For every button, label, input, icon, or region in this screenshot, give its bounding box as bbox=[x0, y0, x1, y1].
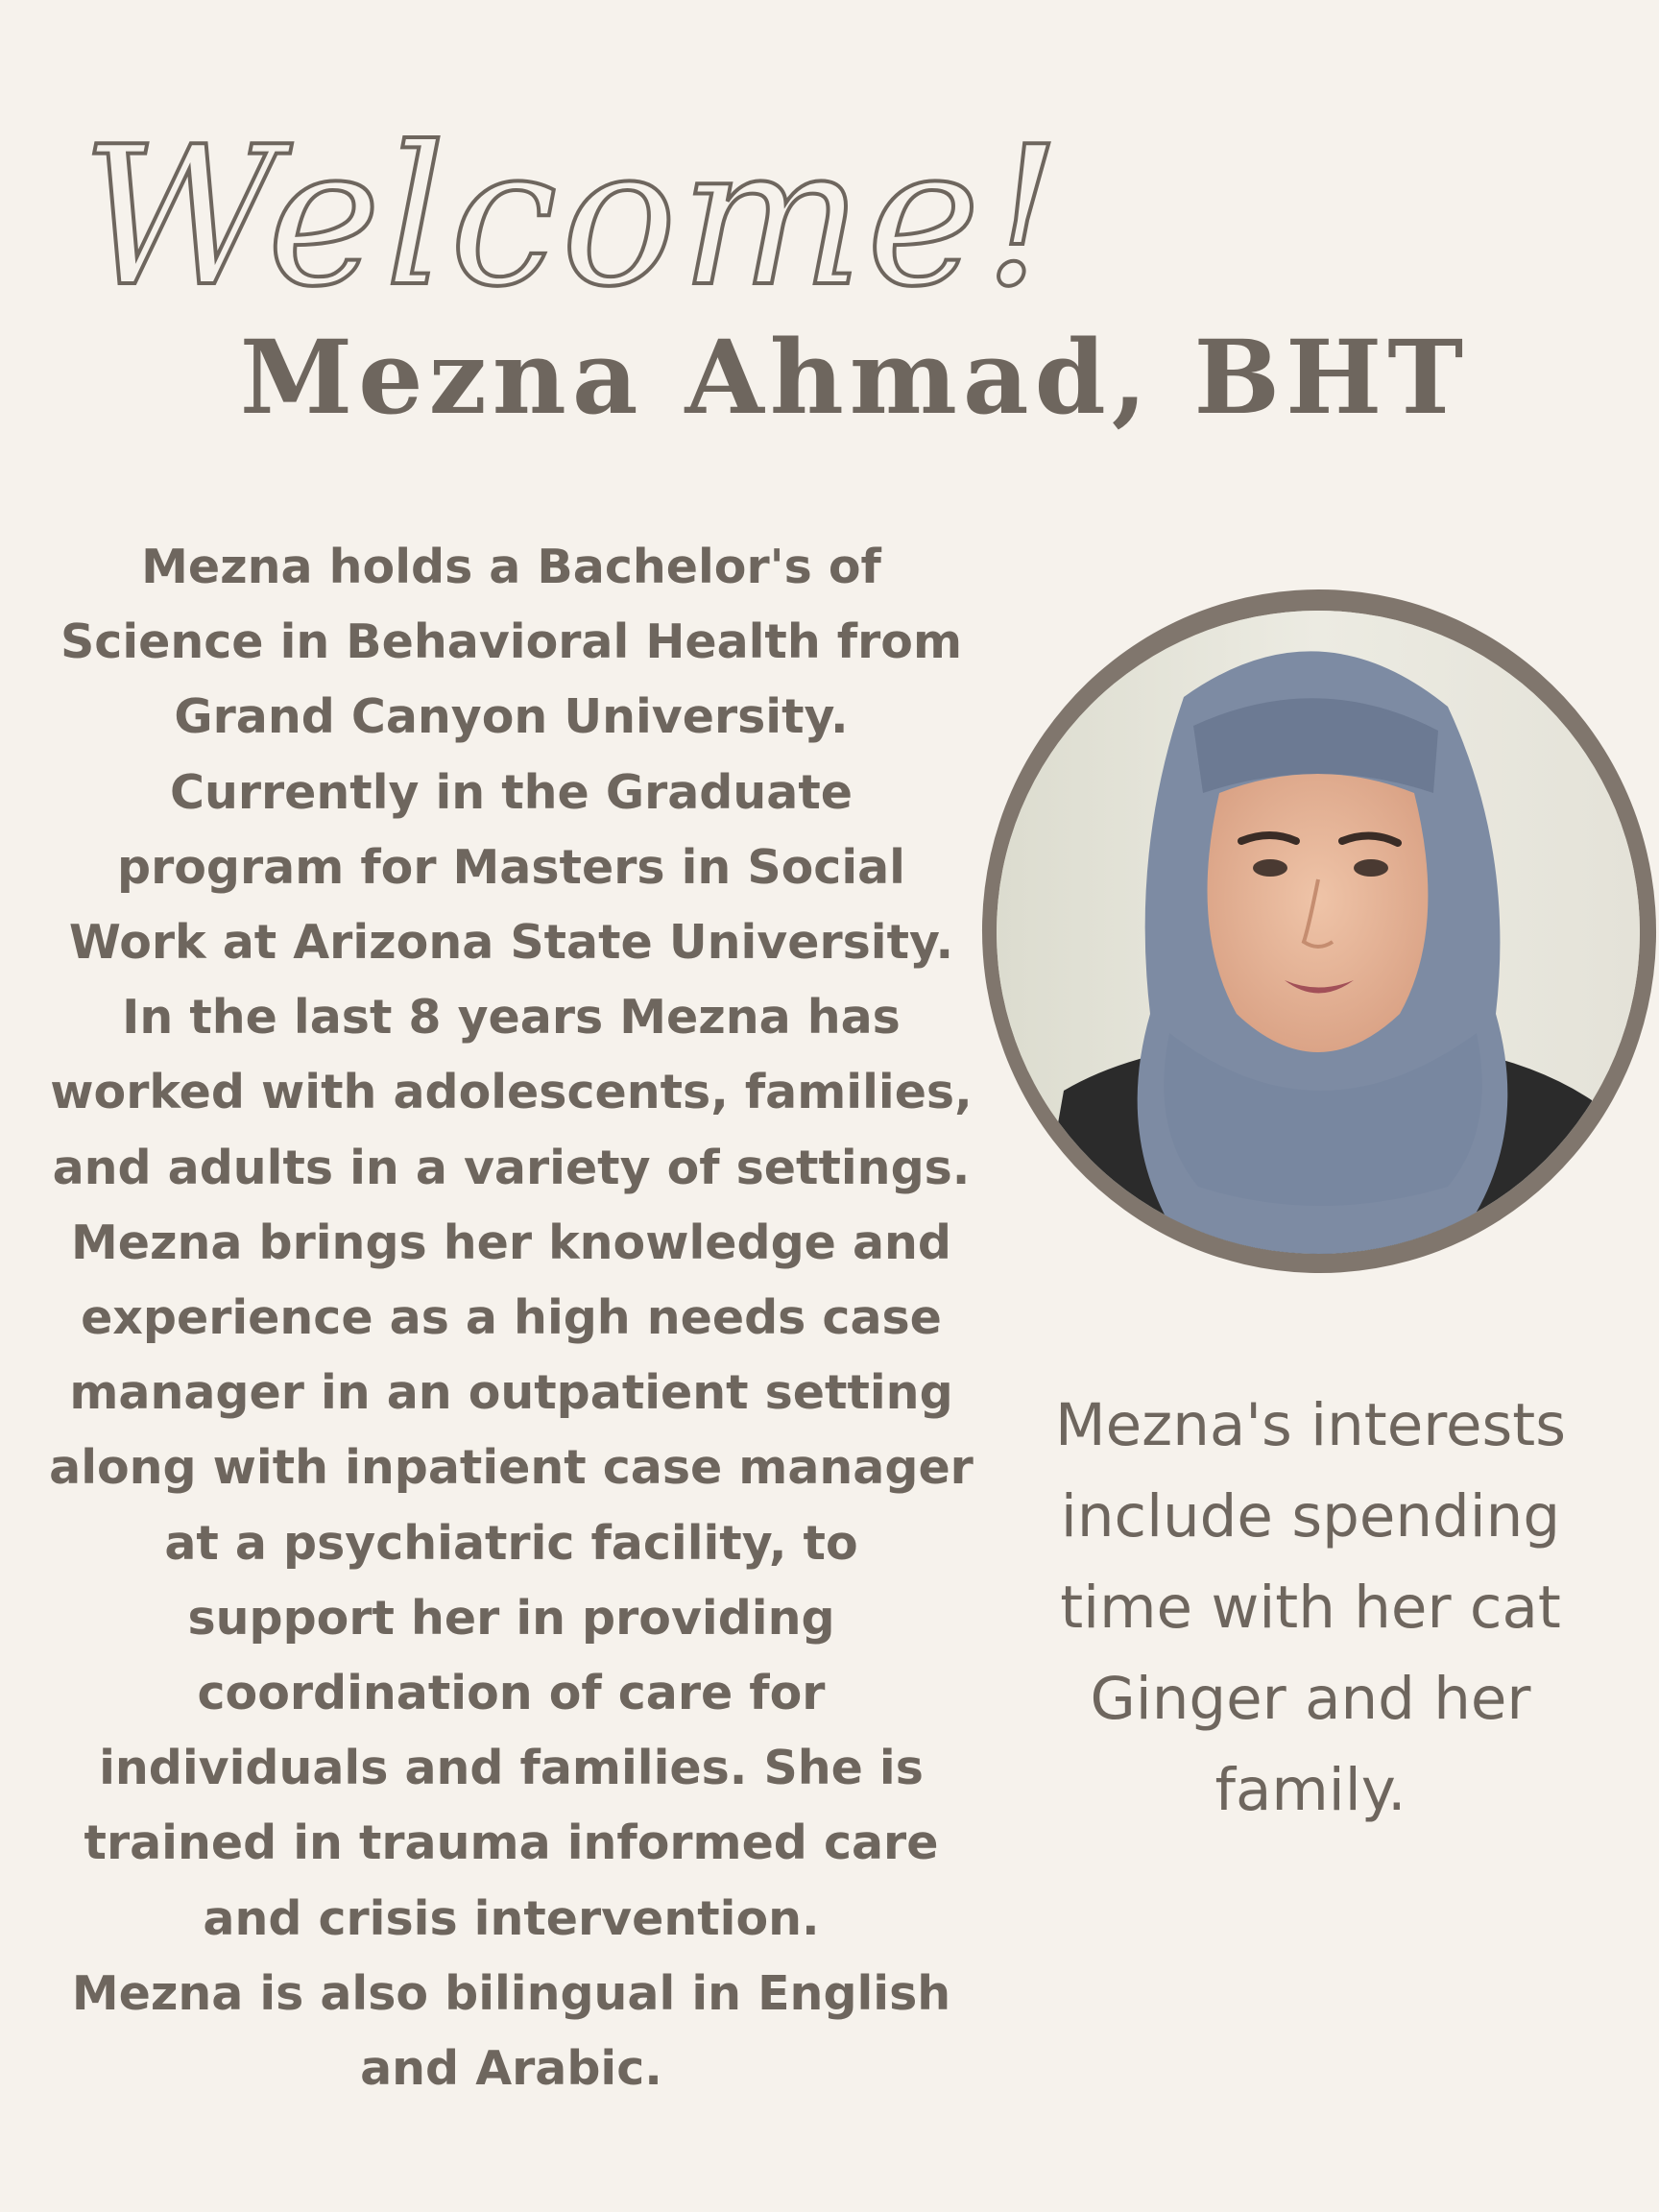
welcome-script-text: Welcome! bbox=[82, 106, 1066, 329]
bio-line: Science in Behavioral Health from bbox=[60, 614, 962, 670]
bio-line: Mezna brings her knowledge and bbox=[71, 1214, 951, 1270]
bio-line: and crisis intervention. bbox=[203, 1890, 820, 1946]
bio-line: trained in trauma informed care bbox=[84, 1815, 939, 1871]
bio-line: and Arabic. bbox=[360, 2041, 662, 2097]
interests-line: include spending bbox=[1060, 1482, 1561, 1551]
portrait-photo-icon bbox=[997, 611, 1640, 1254]
bio-line: program for Masters in Social bbox=[117, 839, 905, 895]
left-eye-shape bbox=[1253, 859, 1287, 877]
bio-line: Grand Canyon University. bbox=[174, 689, 849, 745]
interests-line: time with her cat bbox=[1060, 1574, 1561, 1642]
bio-line: support her in providing bbox=[187, 1590, 835, 1646]
bio-line: coordination of care for bbox=[197, 1666, 826, 1721]
bio-line: experience as a high needs case bbox=[81, 1290, 942, 1346]
bio-line: worked with adolescents, families, bbox=[50, 1065, 973, 1120]
bio-line: Work at Arizona State University. bbox=[68, 915, 954, 971]
interests-paragraph bbox=[1003, 1380, 1618, 1836]
face-shape bbox=[1208, 774, 1429, 1052]
bio-line: Mezna holds a Bachelor's of bbox=[141, 540, 881, 594]
bio-paragraph bbox=[19, 530, 1003, 2106]
interests-line: Mezna's interests bbox=[1055, 1391, 1566, 1459]
interests-line: family. bbox=[1214, 1756, 1407, 1824]
bio-line: along with inpatient case manager bbox=[49, 1440, 974, 1496]
bio-line: individuals and families. She is bbox=[99, 1741, 924, 1796]
bio-line: Currently in the Graduate bbox=[170, 764, 853, 820]
staff-name-title: Mezna Ahmad, BHT bbox=[239, 317, 1470, 437]
interests-line: Ginger and her bbox=[1090, 1665, 1531, 1733]
bio-line: In the last 8 years Mezna has bbox=[122, 990, 901, 1046]
bio-line: and adults in a variety of settings. bbox=[52, 1140, 971, 1195]
bio-line: at a psychiatric facility, to bbox=[164, 1515, 858, 1571]
bio-line: Mezna is also bilingual in English bbox=[71, 1965, 951, 2021]
right-eye-shape bbox=[1354, 859, 1388, 877]
bio-line: manager in an outpatient setting bbox=[69, 1365, 953, 1421]
welcome-heading bbox=[72, 62, 1066, 341]
